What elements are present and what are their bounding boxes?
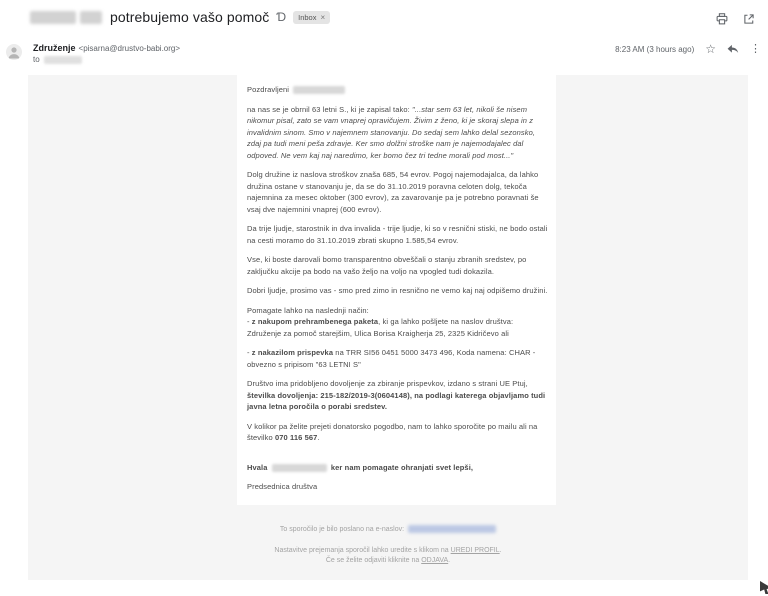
redacted-text bbox=[272, 464, 327, 472]
email-paragraph bbox=[247, 305, 548, 340]
email-text-segment: Predsednica društva bbox=[247, 482, 318, 491]
email-text-segment: na TRR SI56 0451 5000 3473 496, Koda namena: CHAR - obvezno s pripisom "63 LETNI S" bbox=[247, 348, 536, 369]
redacted-recipient bbox=[44, 56, 82, 64]
email-text-segment: Pozdravljeni bbox=[247, 85, 292, 94]
subject-row bbox=[30, 7, 330, 27]
reply-icon[interactable] bbox=[727, 44, 739, 54]
email-paragraph bbox=[247, 421, 548, 444]
to-label: to bbox=[33, 55, 40, 64]
redacted-subject-text bbox=[30, 11, 76, 24]
footer-settings-text: Nastavitve prejemanja sporočil lahko uredite s klikom na bbox=[274, 547, 451, 554]
message-header-actions bbox=[716, 13, 755, 25]
email-paragraph bbox=[247, 462, 548, 474]
email-paragraph bbox=[247, 378, 548, 413]
message-meta bbox=[615, 44, 761, 54]
inbox-label-text: Inbox bbox=[298, 12, 317, 22]
mouse-cursor bbox=[760, 581, 768, 594]
sender-name: Združenje bbox=[33, 43, 76, 53]
email-text-segment: V kolikor pa želite prejeti donatorsko pogodbo, nam to lahko sporočite po mailu ali na številko bbox=[247, 421, 538, 442]
email-text-segment: Dobri ljudje, prosimo vas - smo pred zimo in resnično ne vemo kaj naj odpišemo družini. bbox=[247, 286, 548, 295]
email-paragraph bbox=[247, 481, 548, 493]
email-text-segment: Pomagate lahko na naslednji način: bbox=[247, 305, 369, 315]
email-body-background bbox=[28, 75, 748, 580]
email-paragraph bbox=[247, 254, 548, 277]
footer-links-block bbox=[28, 546, 748, 565]
email-text-segment: Hvala bbox=[247, 462, 270, 472]
email-body bbox=[247, 84, 548, 493]
email-text-segment: ker nam pomagate ohranjati svet lepši, bbox=[328, 462, 474, 472]
recipient-line[interactable] bbox=[33, 55, 180, 64]
inbox-label-chip[interactable] bbox=[293, 11, 330, 24]
email-text-segment: Da trije ljudje, starostnik in dva invalida - trije ljudje, ki so v resnični stiski, ne bodo ostali na cesti moramo do 31.10.2019 zbrati skupno 1.585,54 evrov. bbox=[247, 224, 548, 245]
footer-settings-period: . bbox=[499, 547, 502, 554]
email-paragraph bbox=[247, 169, 548, 215]
email-paragraph bbox=[247, 84, 548, 96]
sender-info bbox=[33, 43, 180, 64]
subject-emoji-icon: Ɗ bbox=[276, 10, 287, 24]
email-text-segment: na nas se je obrnil 63 letni S., ki je zapisal tako: bbox=[247, 104, 412, 114]
unsubscribe-link[interactable]: ODJAVA bbox=[421, 556, 449, 564]
email-text-segment: . bbox=[317, 433, 320, 442]
email-footer bbox=[28, 525, 748, 565]
email-text-segment: , ki ga lahko pošljete na naslov društva: Združenje za pomoč starejšim, Ulica Borisa Kraigherja 25, 2325 Kidričevo ali bbox=[247, 317, 514, 338]
email-text-segment: - bbox=[247, 348, 252, 357]
email-text-segment: številka dovoljenja: 215-182/2019-3(0604148), na podlagi katerega objavljamo tudi javna letna poročila o porabi sredstev. bbox=[247, 390, 546, 411]
remove-label-icon[interactable]: × bbox=[320, 12, 326, 22]
open-in-new-icon[interactable] bbox=[743, 13, 755, 25]
email-content-card bbox=[237, 75, 556, 505]
footer-settings-line bbox=[28, 546, 748, 556]
email-text-segment: z nakazilom prispevka bbox=[251, 348, 334, 357]
footer-unsubscribe-text: Če se želite odjaviti kliknite na bbox=[325, 556, 422, 564]
email-text-segment: z nakupom prehrambenega paketa bbox=[251, 317, 379, 326]
footer-sent-to-text: To sporočilo je bilo poslano na e-naslov: bbox=[279, 525, 405, 533]
star-icon[interactable]: ☆ bbox=[705, 42, 716, 56]
print-icon[interactable] bbox=[716, 13, 728, 25]
footer-sent-to-line bbox=[28, 525, 748, 533]
email-text-segment: Društvo ima pridobljeno dovoljenje za zbiranje prispevkov, izdano s strani UE Ptuj, bbox=[247, 379, 528, 388]
email-paragraph bbox=[247, 285, 548, 297]
email-text-segment: - bbox=[247, 317, 252, 326]
timestamp: 8:23 AM (3 hours ago) bbox=[615, 44, 695, 54]
footer-unsubscribe-period: . bbox=[448, 556, 451, 564]
email-text-segment: Dolg družine iz naslova stroškov znaša 685, 54 evrov. Pogoj najemodajalca, da lahko družina ostane v stanovanju je, da se do 31.10.2019 poravna celoten dolg, tekoča najemnina za mesec oktober (300 evrov), za zavarovanje pa je potrebno poravnati še vsaj dve najemnini vnaprej (600 evrov). bbox=[247, 170, 539, 214]
subject-title: potrebujemo vašo pomoč bbox=[110, 9, 270, 25]
email-text-segment: "...star sem 63 let, nikoli še nisem nikomur pisal, zato se vam vnaprej opravičujem. Živim z ženo, ki je skoraj slepa in z invalidnim sinom. Smo v najemnem stanovanju. Do sedaj sem lahko delal sezonsko, zdaj pa tudi meni peša zdravje. Ker smo dolžni stroške nam je najemodajalec dal odpoved. Ne vem kaj naj naredimo, ker bomo čez tri tedne morali pod most..." bbox=[247, 104, 536, 160]
email-paragraph bbox=[247, 347, 548, 370]
sender-email: <pisarna@drustvo-babi.org> bbox=[78, 44, 181, 53]
more-options-icon[interactable]: ⋮ bbox=[750, 43, 761, 55]
redacted-subject-text bbox=[80, 11, 102, 24]
email-text-segment: Vse, ki boste darovali bomo transparentno obveščali o stanju zbranih sredstev, po zaključku akcije pa bodo na vašo željo na voljo na vpogled tudi dokazila. bbox=[247, 255, 527, 276]
email-paragraph bbox=[247, 223, 548, 246]
footer-unsubscribe-line bbox=[28, 556, 748, 566]
edit-profile-link[interactable]: UREDI PROFIL bbox=[450, 547, 500, 554]
email-text-segment: 070 116 567 bbox=[275, 433, 318, 442]
redacted-email-address bbox=[408, 525, 496, 533]
email-paragraph bbox=[247, 104, 548, 162]
avatar[interactable] bbox=[6, 44, 22, 60]
redacted-text bbox=[293, 86, 345, 94]
